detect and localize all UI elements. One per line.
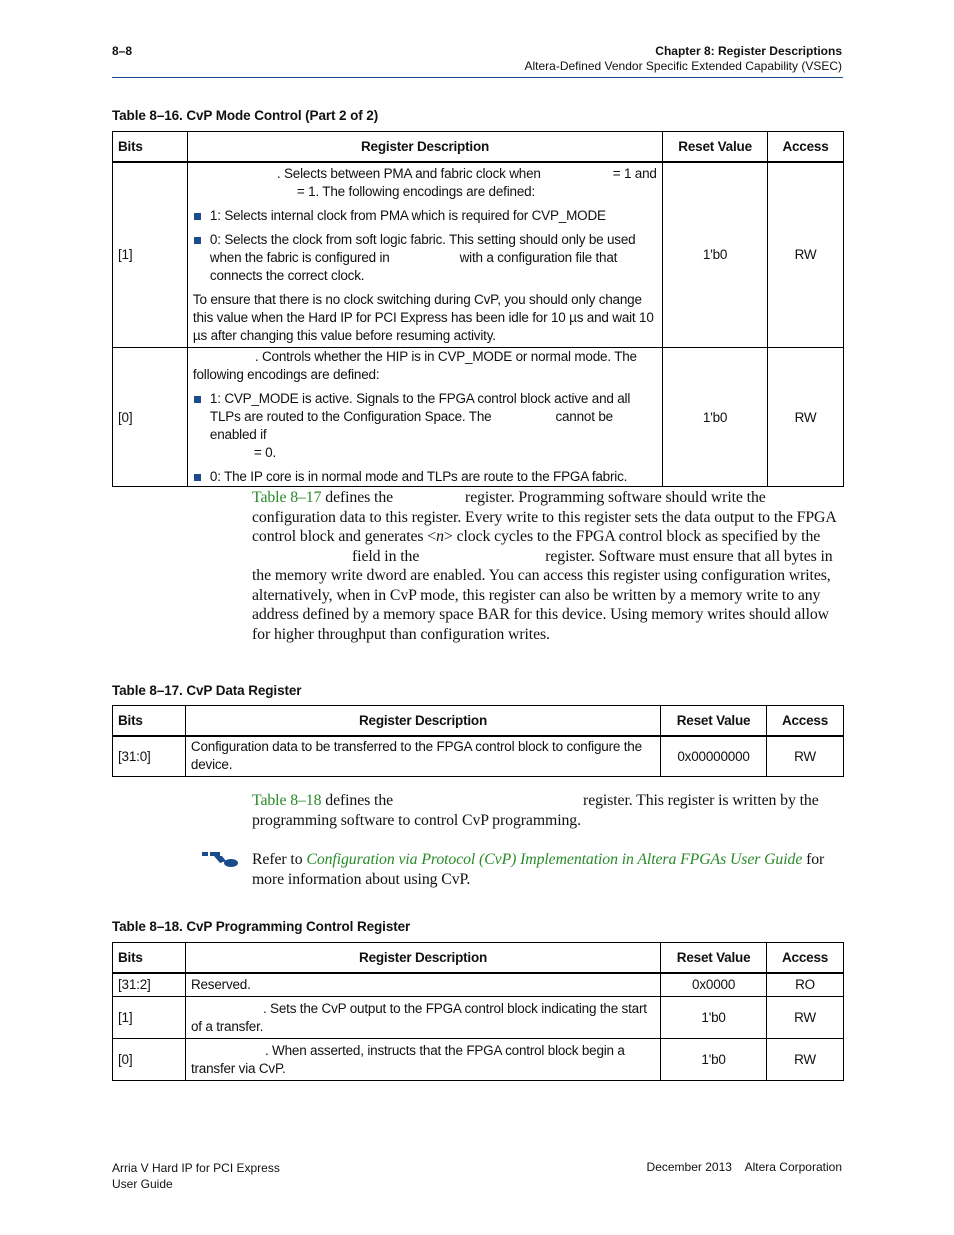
access-cell: RO xyxy=(767,973,844,997)
reset-cell: 1'b0 xyxy=(663,348,768,487)
desc-cell: . Selects between PMA and fabric clock when = 1 and = 1. The following encodings are defined: 1: Selects internal clock from PMA which is required for CVP_MODE 0: Selects the clock from soft logic fabric. This setting should only be used when the fabric is configured in with a configuration file that connects the correct clock. To ensure that there is no clock switching during CvP, you should only change this value when the Hard IP for PCI Express has been idle for 10 µs and wait 10 µs after changing this value before resuming activity. xyxy=(187,162,662,348)
table-row xyxy=(113,997,844,1039)
section-title: Altera-Defined Vendor Specific Extended Capability (VSEC) xyxy=(524,59,842,73)
col-access: Access xyxy=(767,706,844,736)
table-link[interactable]: Table 8–17 xyxy=(252,489,322,506)
bits-cell: [0] xyxy=(113,348,188,487)
note-text: To ensure that there is no clock switching during CvP, you should only change this value when the Hard IP for PCI Express has been idle for 10 µs and wait 10 µs after changing this value before resuming activity. xyxy=(192,291,654,343)
col-desc: Register Description xyxy=(187,132,662,162)
table-header-row xyxy=(113,943,844,973)
list-item: 1: CVP_MODE is active. Signals to the FPGA control block active and all TLPs are routed to the Configuration Space. The cannot be enabled if = 0. xyxy=(193,390,657,462)
user-guide-link[interactable]: Configuration via Protocol (CvP) Implementation in Altera FPGAs User Guide xyxy=(306,851,803,868)
running-header xyxy=(525,44,843,74)
list-item: 0: The IP core is in normal mode and TLPs are route to the FPGA fabric. xyxy=(193,468,657,486)
reset-cell: 1'b0 xyxy=(661,1039,767,1081)
col-access: Access xyxy=(767,943,844,973)
bits-cell: [1] xyxy=(113,162,188,348)
chapter-title: Chapter 8: Register Descriptions xyxy=(655,44,842,58)
desc-cell: . When asserted, instructs that the FPGA control block begin a transfer via CvP. xyxy=(185,1039,660,1081)
table-17 xyxy=(112,705,844,777)
table-row xyxy=(113,973,844,997)
reset-cell: 0x00000000 xyxy=(661,736,767,777)
col-reset: Reset Value xyxy=(661,706,767,736)
access-cell: RW xyxy=(767,736,844,777)
access-cell: RW xyxy=(768,348,844,487)
body-paragraph: Table 8–17 defines the register. Programming software should write the configuration data to this register. Every write to this register sets the data output to the FPGA control block and generates <n> clock cycles to the FPGA control block as specified by thefield in the register. Software must ensure that all bytes in the memory write dword are enabled. You can access this register using configuration writes, alternatively, when in CvP mode, this register can also be written by a memory write to any address defined by a memory space BAR for this device. Using memory writes should allow for higher throughput than configuration writes. xyxy=(252,489,836,643)
footer-date-company: December 2013 Altera Corporation xyxy=(646,1160,842,1174)
table-link[interactable]: Table 8–18 xyxy=(252,792,322,809)
footer-guide: User Guide xyxy=(112,1177,173,1191)
col-bits: Bits xyxy=(113,706,186,736)
header-rule xyxy=(112,77,843,78)
col-bits: Bits xyxy=(113,943,186,973)
table-row xyxy=(113,162,844,348)
table-18 xyxy=(112,942,844,1081)
table-header-row xyxy=(113,132,844,162)
desc-cell: . Controls whether the HIP is in CVP_MODE or normal mode. The following encodings are defined: 1: CVP_MODE is active. Signals to the FPGA control block active and all TLPs are routed to the Configuration Space. The cannot be enabled if = 0. 0: The IP core is in normal mode and TLPs are route to the FPGA fabric. xyxy=(187,348,662,487)
footer-product: Arria V Hard IP for PCI Express xyxy=(112,1161,280,1175)
body-paragraph: Table 8–18 defines the register. This register is written by the programming software to control CvP programming. xyxy=(252,792,819,829)
reset-cell: 1'b0 xyxy=(661,997,767,1039)
list-item: 1: Selects internal clock from PMA which is required for CVP_MODE xyxy=(193,207,657,225)
list-item: 0: Selects the clock from soft logic fabric. This setting should only be used when the fabric is configured in with a configuration file that connects the correct clock. xyxy=(193,231,657,285)
table-row xyxy=(113,1039,844,1081)
access-cell: RW xyxy=(767,997,844,1039)
page-number: 8–8 xyxy=(112,44,133,58)
desc-cell: Reserved. xyxy=(185,973,660,997)
reset-cell: 0x0000 xyxy=(661,973,767,997)
table-header-row xyxy=(113,706,844,736)
col-bits: Bits xyxy=(113,132,188,162)
pointing-hand-icon xyxy=(200,849,240,869)
table-16 xyxy=(112,131,844,487)
desc-cell: . Sets the CvP output to the FPGA control block indicating the start of a transfer. xyxy=(185,997,660,1039)
col-reset: Reset Value xyxy=(661,943,767,973)
access-cell: RW xyxy=(768,162,844,348)
desc-cell: Configuration data to be transferred to the FPGA control block to configure the device. xyxy=(185,736,660,777)
col-reset: Reset Value xyxy=(663,132,768,162)
table-17-caption: Table 8–17. CvP Data Register xyxy=(112,683,302,698)
bits-cell: [1] xyxy=(113,997,186,1039)
table-row xyxy=(113,736,844,777)
bits-cell: [31:0] xyxy=(113,736,186,777)
table-18-caption: Table 8–18. CvP Programming Control Register xyxy=(112,919,411,934)
table-16-caption: Table 8–16. CvP Mode Control (Part 2 of 2) xyxy=(112,108,379,123)
reset-cell: 1'b0 xyxy=(663,162,768,348)
footer-left xyxy=(112,1160,280,1192)
table-row xyxy=(113,348,844,487)
bits-cell: [0] xyxy=(113,1039,186,1081)
col-desc: Register Description xyxy=(185,943,660,973)
access-cell: RW xyxy=(767,1039,844,1081)
note-paragraph: Refer to Configuration via Protocol (CvP) Implementation in Altera FPGAs User Guide for more information about using CvP. xyxy=(252,851,825,888)
col-desc: Register Description xyxy=(185,706,660,736)
col-access: Access xyxy=(768,132,844,162)
bits-cell: [31:2] xyxy=(113,973,186,997)
